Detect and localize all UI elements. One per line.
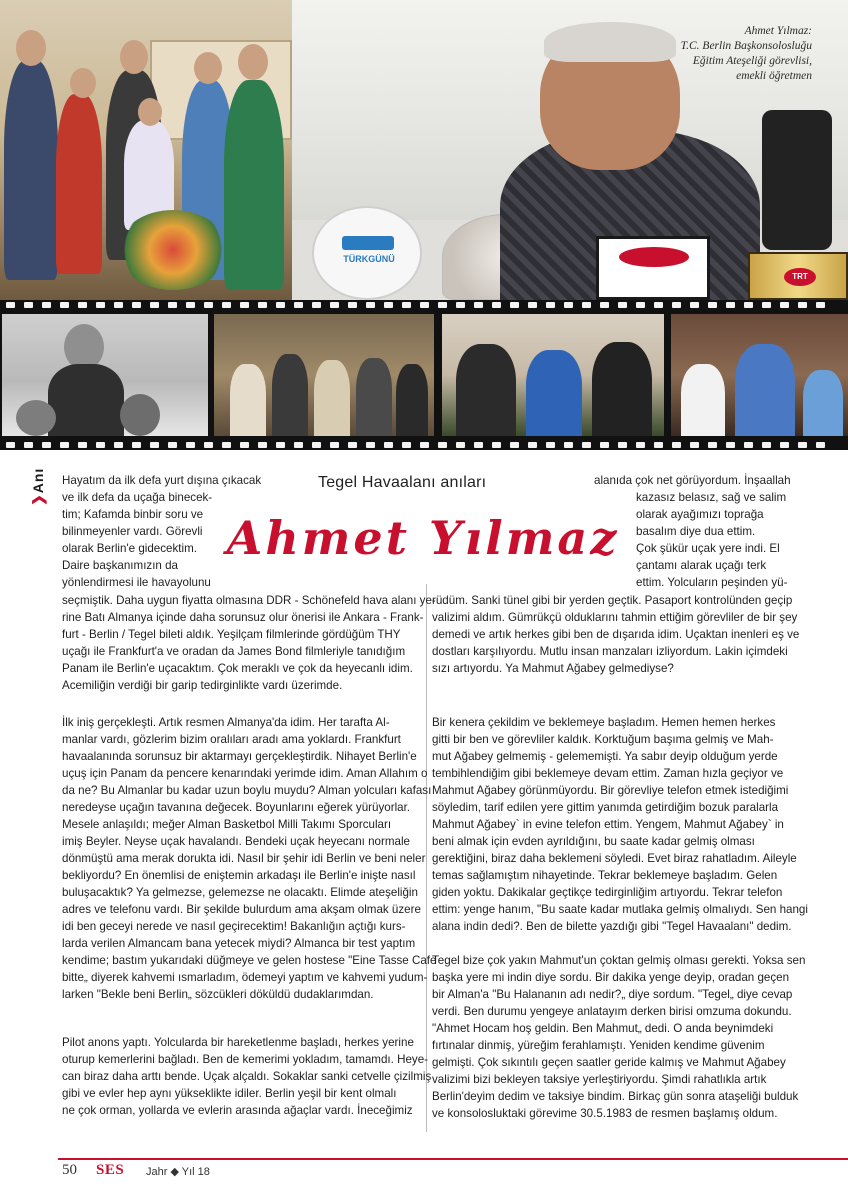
film-hole — [24, 302, 33, 308]
film-hole — [150, 442, 159, 448]
plaque-label: TÜRKGÜNÜ — [343, 254, 395, 264]
body-line: ettim: yenge hanım, "Bu saate kadar mutlaka gelmiş olmalıydı. Sen hangi — [432, 903, 808, 916]
film-hole — [438, 302, 447, 308]
body-line: adres ve telefonu vardı. Bir şekilde bulurdum ama akşam olmak üzere — [62, 903, 421, 916]
film-frame-photo — [2, 314, 208, 436]
film-hole — [690, 302, 699, 308]
body-line: Mesele anlaşıldı; meğer Alman Basketbol Milli Takımı Sporcuları — [62, 818, 392, 831]
person-head — [138, 98, 162, 126]
film-hole — [150, 302, 159, 308]
film-hole — [402, 442, 411, 448]
body-line: seçmiştik. Daha uygun fiyatta olmasına DDR - Schönefeld hava alanı ye- — [62, 594, 436, 607]
article-subtitle: Tegel Havaalanı anıları — [318, 474, 487, 491]
body-line: İlk iniş gerçekleşti. Artık resmen Almanya'da idim. Her tarafta Al- — [62, 716, 390, 729]
person-figure — [224, 80, 284, 290]
body-paragraph — [62, 592, 436, 694]
film-hole — [96, 302, 105, 308]
body-line: ettim. Yolcuların peşinden yü- — [636, 576, 788, 589]
film-hole — [168, 442, 177, 448]
body-line: Pilot anons yaptı. Yolcularda bir hareketlenme başladı, herkes yerine — [62, 1036, 414, 1049]
body-line: fırtınalar dinmiş, yüreğim ferahlamıştı. Yeniden kendime güvenim — [432, 1039, 765, 1052]
film-hole — [294, 302, 303, 308]
body-line: tembihlendiğim gibi beklemeye devam ettim. Zaman hızla geçiyor ve — [432, 767, 784, 780]
magazine-logo: SES — [96, 1162, 125, 1178]
film-hole — [564, 302, 573, 308]
body-line: alanıda çok net görüyordum. İnşaallah — [594, 474, 791, 487]
film-hole — [348, 442, 357, 448]
film-hole — [600, 442, 609, 448]
film-hole — [744, 302, 753, 308]
body-line: havaalanında sorunsuz bir aktarmayı gerçekleştirdik. Nihayet Berlin'e — [62, 750, 417, 763]
film-hole — [78, 302, 87, 308]
body-line: bitte„ diyerek kahvemi ısmarladım, ödemeyi yaptım ve kahvemi yudum- — [62, 971, 428, 984]
film-hole — [798, 302, 807, 308]
body-line: Bir kenera çekildim ve beklemeye başladım. Hemen hemen herkes — [432, 716, 776, 729]
body-line: sızı artıyordu. Ya Mahmut Ağabey gelmediyse? — [432, 662, 674, 675]
family-photo — [0, 0, 292, 300]
film-hole — [708, 302, 717, 308]
footer-rule — [58, 1158, 848, 1160]
film-hole — [294, 442, 303, 448]
film-hole — [276, 302, 285, 308]
film-hole — [510, 302, 519, 308]
body-paragraph — [62, 714, 436, 1003]
body-line: buluşacaktık? Ya gelmezse, gelemezse ne olacaktı. Elimde ateşeliğin — [62, 886, 418, 899]
photo-caption — [632, 24, 812, 84]
certificate-frame — [596, 236, 710, 300]
body-line: kendime; bastım yukarıdaki düğmeye ve gelen hostese "Eine Tasse Cafe — [62, 954, 437, 967]
film-hole — [366, 442, 375, 448]
body-line: larda verilen Almancam bana yetecek miydi? Almanca bir test yaptım — [62, 937, 416, 950]
body-line: tim; Kafamda binbir soru ve — [62, 508, 204, 521]
body-line: ve ilk defa da uçağa binecek- — [62, 491, 213, 504]
film-hole — [744, 442, 753, 448]
film-hole — [780, 442, 789, 448]
body-line: rine Batı Almanya içinde daha sorunsuz olur önerisi ile Ankara - Frank- — [62, 611, 424, 624]
film-hole — [582, 302, 591, 308]
caption-line: Eğitim Ateşeliği görevlisi, — [692, 55, 812, 67]
film-hole — [492, 302, 501, 308]
body-line: imiş Beyler. Neyse uçak havalandı. Bendeki uçak heyecanı normale — [62, 835, 410, 848]
film-hole — [528, 302, 537, 308]
film-hole — [204, 302, 213, 308]
film-hole — [96, 442, 105, 448]
body-line: rüdüm. Sanki tünel gibi bir yerden geçtik. Pasaport kontrolünden geçip — [432, 594, 793, 607]
film-hole — [618, 442, 627, 448]
film-hole — [168, 302, 177, 308]
body-line: Tegel bize çok yakın Mahmut'un çoktan gelmiş olması gerekti. Yoksa sen — [432, 954, 806, 967]
body-line: ve konsolosluktaki görevime 30.5.1983 de resmen başlamış oldum. — [432, 1107, 778, 1120]
film-hole — [492, 442, 501, 448]
body-line: olarak ayağımızı toprağa — [636, 508, 764, 521]
film-hole — [330, 442, 339, 448]
film-hole — [384, 302, 393, 308]
body-paragraph — [432, 952, 805, 1122]
chair-back — [762, 110, 832, 250]
body-line: başka yere mi indin diye sordu. Bir dakika yenge deyip, oradan geçen — [432, 971, 790, 984]
film-hole — [6, 442, 15, 448]
body-line: verdi. Ben durumu yengeye anlatayım derken birisi omzuma dokundu. — [432, 1005, 792, 1018]
person-figure — [4, 60, 58, 280]
body-line: çantamı alarak uçağı terk — [636, 559, 767, 572]
film-hole — [816, 302, 825, 308]
body-line: uçağı ile Frankfurt'a ve oradan da James Bond filmleriyle tanıdığım — [62, 645, 406, 658]
body-line: valizimi bizi bekleyen taksiye yerleştiriyordu. Şimdi rahatlıkla artık — [432, 1073, 767, 1086]
film-hole — [258, 302, 267, 308]
film-hole — [402, 302, 411, 308]
film-hole — [132, 442, 141, 448]
body-line: bekliyordu? En önemlisi de eniştemin arkadaşı ile Berlin'e inişte nasıl — [62, 869, 416, 882]
film-hole — [330, 302, 339, 308]
film-hole — [438, 442, 447, 448]
body-paragraph — [636, 489, 787, 591]
film-hole — [654, 442, 663, 448]
body-line: uçuş için Panam da pencere kenarındaki yerimde idim. Aman Allahım o — [62, 767, 428, 780]
film-hole — [186, 302, 195, 308]
trt-plaque — [748, 252, 848, 300]
film-hole — [546, 302, 555, 308]
film-hole — [762, 302, 771, 308]
body-line: alana indin dedi?. Ben de bilette yazdığı gibi "Tegel Havaalanı" dedim. — [432, 920, 792, 933]
film-hole — [474, 442, 483, 448]
body-line: ne çok orman, yollarda ve evlerin arasında ağaçlar vardı. İneceğimiz — [62, 1104, 413, 1117]
film-hole — [60, 442, 69, 448]
person-head — [120, 40, 148, 74]
film-hole — [384, 442, 393, 448]
body-line: oturup kemerlerini bağladı. Ben de kemerimi yokladım, tamamdı. Heye- — [62, 1053, 429, 1066]
section-marker-icon: ❯ — [30, 493, 46, 506]
body-line: gibi ve evler hep aynı yükseklikte idiler. Berlin yeşil bir kent olmalı — [62, 1087, 397, 1100]
article-title: Ahmet Yılmaz — [226, 511, 620, 565]
body-line: neredeyse uçağın tavanına değecek. Boyunlarını eğerek yürüyorlar. — [62, 801, 411, 814]
film-strip — [0, 300, 848, 450]
film-hole — [42, 302, 51, 308]
section-label — [30, 466, 50, 506]
body-line: Acemiliğin verdiği bir garip tedirginlikte vardı üzerimde. — [62, 679, 343, 692]
film-hole — [24, 442, 33, 448]
body-paragraph — [62, 1034, 431, 1119]
film-frame-photo — [442, 314, 664, 436]
film-hole — [780, 302, 789, 308]
body-paragraph — [432, 592, 799, 677]
body-line: Panam ile Berlin'e uçacaktım. Çok meraklı ve çok da heyecanlı idim. — [62, 662, 413, 675]
body-line: beni almak için evden ayrıldığını, bu saate kadar gelmiş olması — [432, 835, 755, 848]
film-hole — [456, 442, 465, 448]
body-line: furt - Berlin / Tegel bileti aldık. Yeşilçam filmlerinde gördüğüm THY — [62, 628, 401, 641]
film-hole — [546, 442, 555, 448]
body-paragraph — [432, 714, 808, 935]
body-line: larken "Bekle beni Berlin„ sözcükleri döküldü dudaklarımdan. — [62, 988, 374, 1001]
film-frame-photo — [671, 314, 848, 436]
body-line: Berlin'deyim dedim ve taksiye bindim. Birkaç gün sonra ataşeliği bulduk — [432, 1090, 799, 1103]
body-line: basalım diye dua ettim. — [636, 525, 756, 538]
body-paragraph — [62, 472, 261, 591]
caption-line: Ahmet Yılmaz: — [744, 25, 812, 37]
body-line: idi ben geceyi nerede ve nasıl geçirecektim! Bakanlığın açtığı kurs- — [62, 920, 406, 933]
film-sprocket-holes — [0, 440, 848, 450]
film-hole — [564, 442, 573, 448]
body-line: gerektiğini, biraz daha beklemeni söyledi. Evet biraz rahatladım. Aileyle — [432, 852, 797, 865]
film-hole — [240, 302, 249, 308]
film-hole — [132, 302, 141, 308]
issue-label: Jahr ◆ Yıl 18 — [146, 1166, 210, 1178]
film-hole — [348, 302, 357, 308]
film-hole — [6, 302, 15, 308]
film-sprocket-holes — [0, 300, 848, 310]
award-plaque — [312, 206, 422, 300]
body-line: temas sağlamıştım nihayetinde. Tekrar beklemeye başladım. Gelen — [432, 869, 778, 882]
film-hole — [78, 442, 87, 448]
body-line: kazasız belasız, sağ ve salim — [636, 491, 787, 504]
film-hole — [816, 442, 825, 448]
film-hole — [420, 302, 429, 308]
film-hole — [672, 302, 681, 308]
film-hole — [654, 302, 663, 308]
body-line: can biraz daha arttı bende. Uçak alçaldı. Sokaklar sanki cetvelle çizilmiş — [62, 1070, 432, 1083]
film-hole — [222, 302, 231, 308]
body-line: dostları karşılıyordu. Mutlu insan manzaları izliyordum. Lakin içimdeki — [432, 645, 788, 658]
caption-line: emekli öğretmen — [736, 70, 812, 82]
film-hole — [726, 442, 735, 448]
film-hole — [114, 442, 123, 448]
body-line: söyledim, tarif edilen yere gittim yanımda getirdiğim bozuk paralarla — [432, 801, 779, 814]
body-line: Çok şükür uçak yere indi. El — [636, 542, 780, 555]
body-line: Daire başkanımızın da — [62, 559, 178, 572]
page-number: 50 — [62, 1162, 77, 1178]
flower-bouquet — [118, 210, 228, 290]
film-hole — [60, 302, 69, 308]
film-hole — [420, 442, 429, 448]
film-hole — [312, 442, 321, 448]
body-line: Hayatım da ilk defa yurt dışına çıkacak — [62, 474, 262, 487]
person-head — [238, 44, 268, 80]
film-hole — [600, 302, 609, 308]
film-hole — [240, 442, 249, 448]
body-line: bilinmeyenler vardı. Görevli — [62, 525, 203, 538]
section-label-text: Anı — [30, 467, 46, 494]
film-hole — [204, 442, 213, 448]
person-head — [194, 52, 222, 84]
film-hole — [258, 442, 267, 448]
person-head — [16, 30, 46, 66]
body-line: da ne? Bu Almanlar bu kadar uzun boylu muydu? Alman yolcuları kafası — [62, 784, 432, 797]
film-frame-photo — [214, 314, 434, 436]
film-hole — [528, 442, 537, 448]
person-figure — [56, 94, 102, 274]
film-hole — [798, 442, 807, 448]
film-hole — [618, 302, 627, 308]
film-hole — [312, 302, 321, 308]
body-line: Mahmut Ağabey` in evine telefon ettim. Yengem, Mahmut Ağabey` in — [432, 818, 784, 831]
person-head — [70, 68, 96, 98]
film-hole — [726, 302, 735, 308]
film-hole — [42, 442, 51, 448]
film-hole — [672, 442, 681, 448]
trt-logo: TRT — [784, 268, 816, 286]
body-line: "Ahmet Hocam hoş geldin. Ben Mahmut„ dedi. O anda beynimdeki — [432, 1022, 774, 1035]
film-hole — [474, 302, 483, 308]
body-line: demedi ve artık herkes gibi ben de dışarıda idim. Uçaktan inenleri eş ve — [432, 628, 800, 641]
film-hole — [456, 302, 465, 308]
body-line: mut Ağabey gelmemiş - gelememişti. Ya sabır deyip olduğum yerde — [432, 750, 778, 763]
body-line: giden yoktu. Dakikalar geçtikçe tedirginliğim artıyordu. Tekrar telefon — [432, 886, 783, 899]
body-line: olarak Berlin'e gidecektim. — [62, 542, 197, 555]
film-hole — [708, 442, 717, 448]
body-line: bir Alman'a "Bu Halananın adı nedir?„ diye sordum. "Tegel„ diye cevap — [432, 988, 793, 1001]
film-hole — [114, 302, 123, 308]
body-line: dönmüştü ama merak dorukta idi. Nasıl bir şehir idi Berlin ve beni neler — [62, 852, 426, 865]
body-line: Mahmut Ağabey görünmüyordu. Bir görevliye telefon etmek istediğimi — [432, 784, 789, 797]
film-hole — [636, 442, 645, 448]
film-hole — [762, 442, 771, 448]
body-line: valizimi aldım. Gümrükçü olduklarını tahmin ettiğim görevliler de bir şey — [432, 611, 798, 624]
film-hole — [582, 442, 591, 448]
film-hole — [186, 442, 195, 448]
film-hole — [366, 302, 375, 308]
film-hole — [276, 442, 285, 448]
film-hole — [510, 442, 519, 448]
film-hole — [222, 442, 231, 448]
body-line: gelmişti. Çok sıkıntılı geçen saatler geride kalmış ve Mahmut Ağabey — [432, 1056, 786, 1069]
body-line: manlar vardı, gözlerim bizim oralıları aradı ama yoklardı. Frankfurt — [62, 733, 401, 746]
caption-line: T.C. Berlin Başkonsolosluğu — [680, 40, 812, 52]
film-hole — [636, 302, 645, 308]
body-line: gitti bir ben ve görevliler kaldık. Korktuğum başıma gelmiş ve Mah- — [432, 733, 774, 746]
film-hole — [690, 442, 699, 448]
body-line: yönlendirmesi ile havayolunu — [62, 576, 211, 589]
